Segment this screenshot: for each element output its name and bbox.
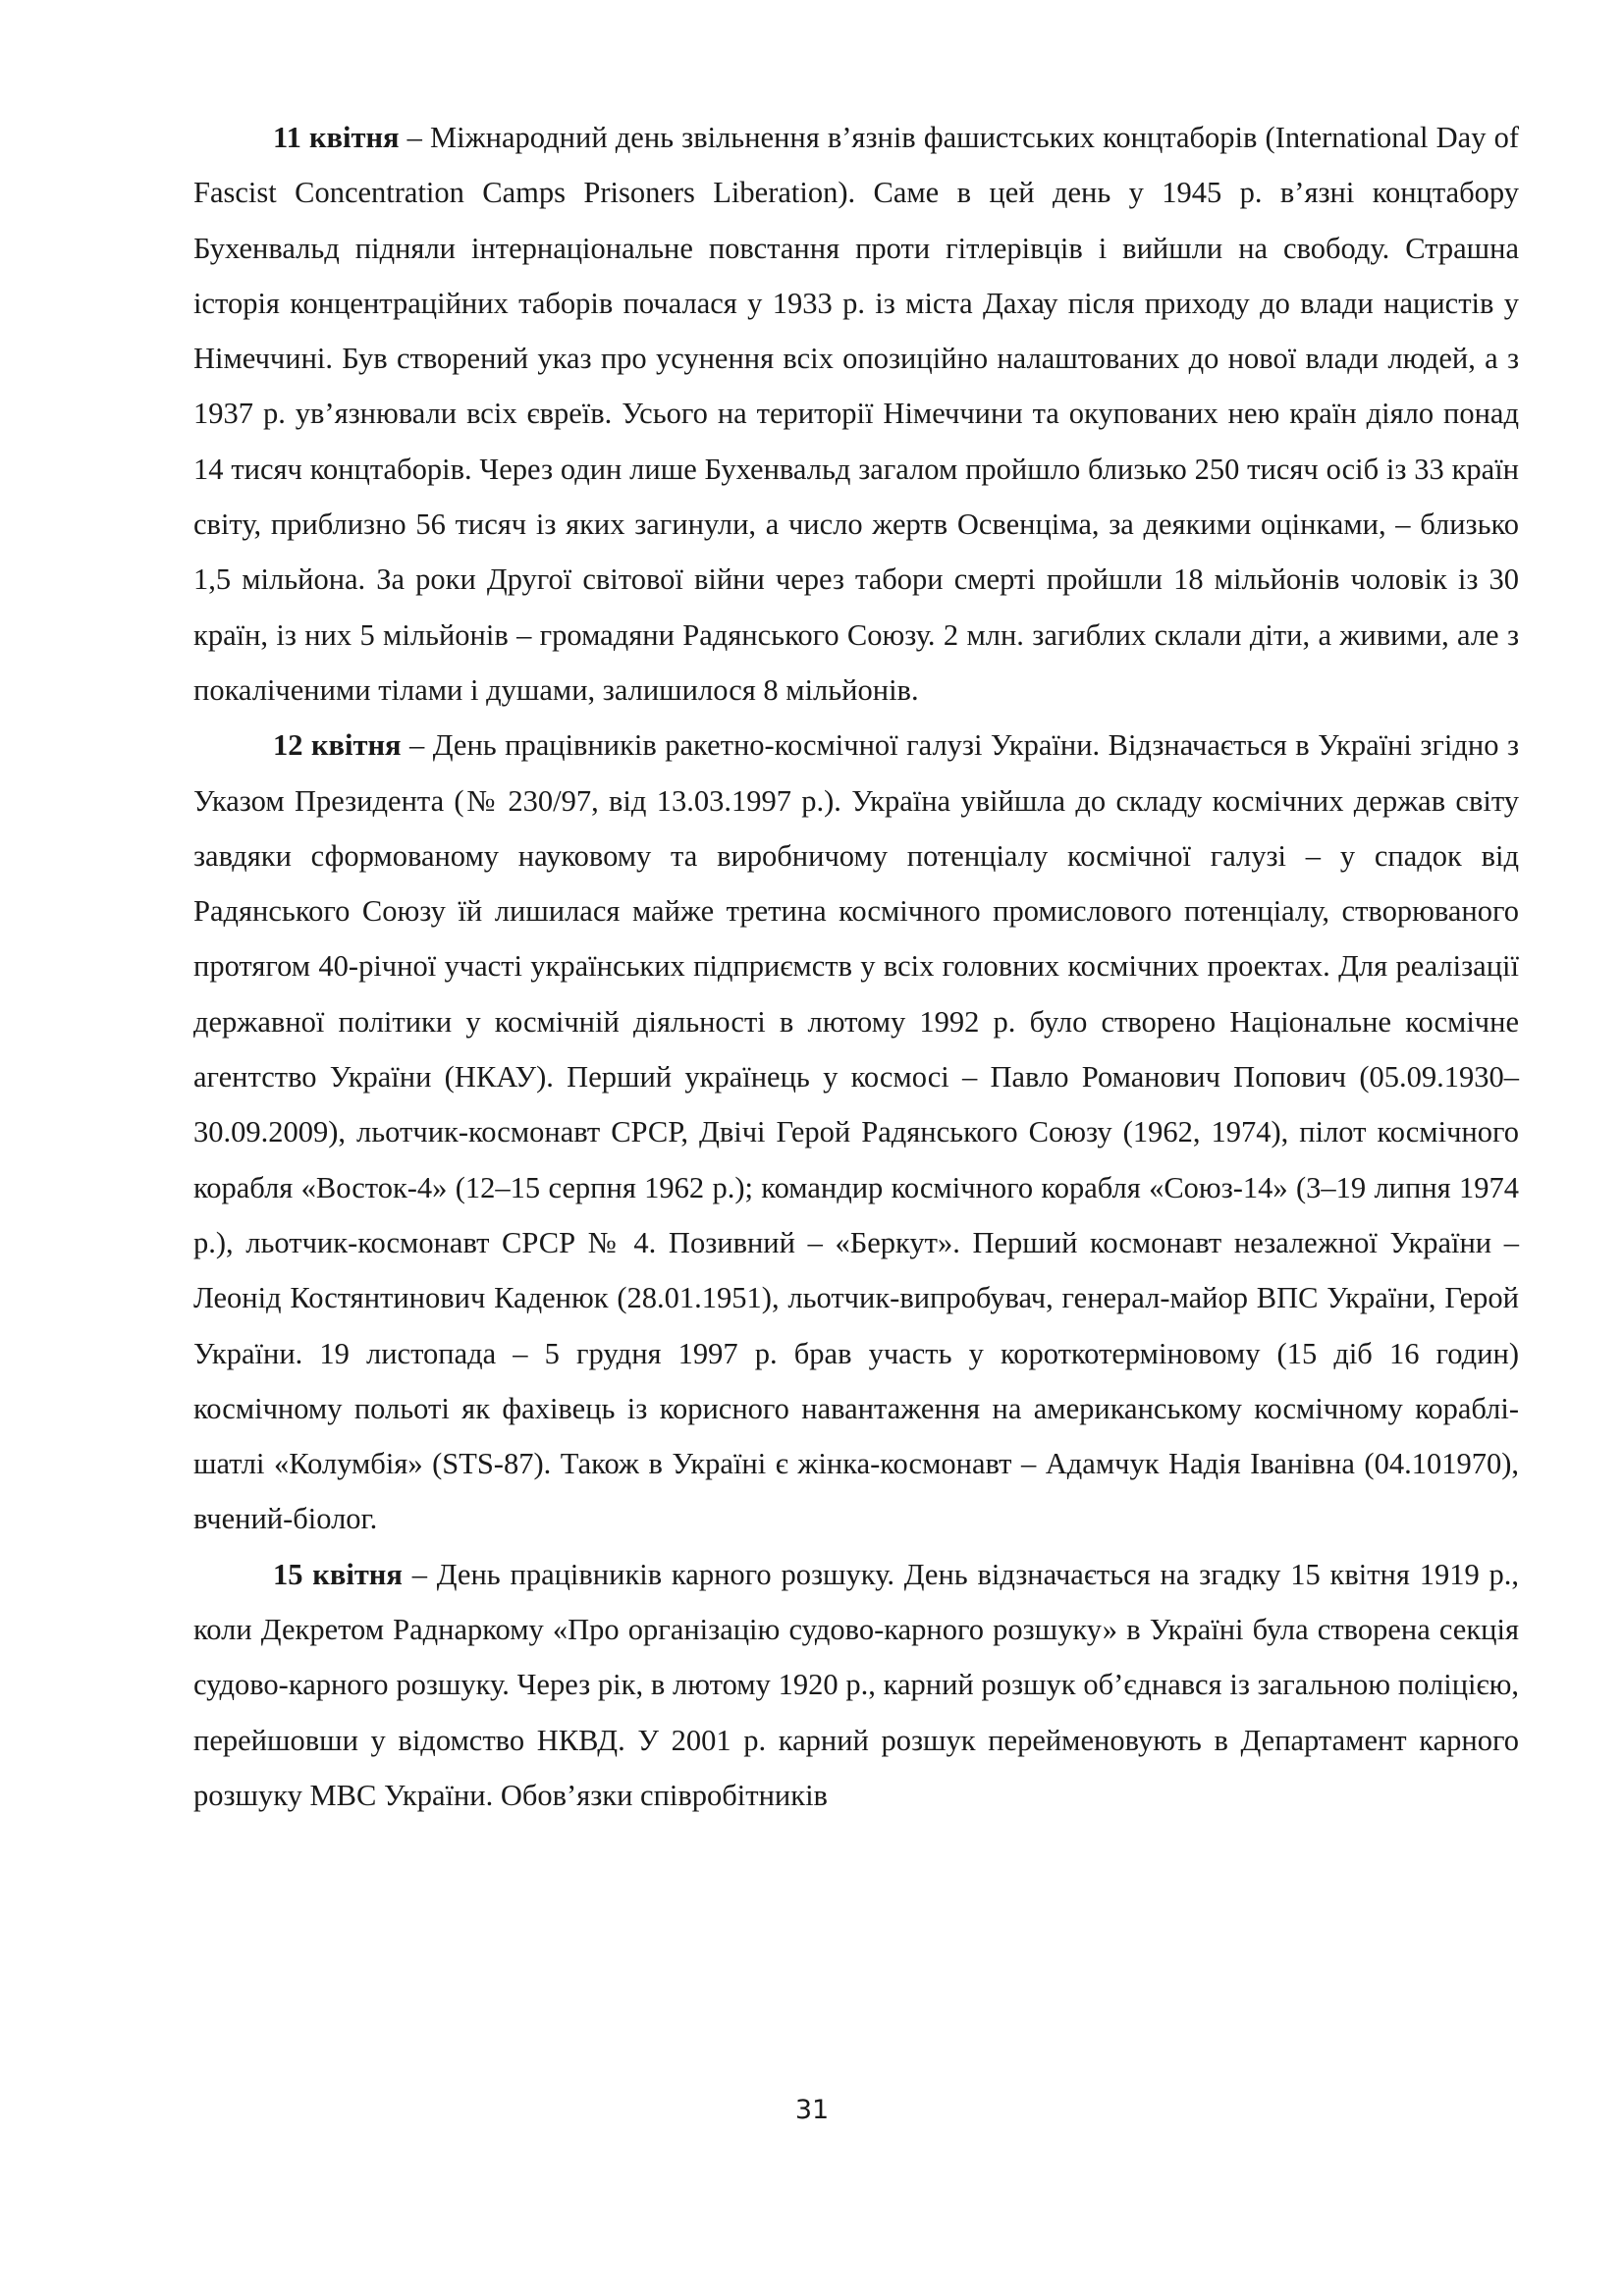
document-page <box>193 110 1519 1823</box>
date-heading: 15 квітня <box>273 1557 403 1591</box>
date-heading: 12 квітня <box>273 728 402 763</box>
paragraph-april-15 <box>193 1547 1519 1823</box>
paragraph-april-11 <box>193 110 1519 718</box>
page-number: 31 <box>794 2095 830 2125</box>
date-heading: 11 квітня <box>273 121 400 154</box>
paragraph-april-12 <box>193 718 1519 1546</box>
paragraph-text: – День працівників ракетно-космічної галузі України. Відзначається в Україні згідно з Указом Президента (№ 230/97, від 13.03.1997 р.). Україна увійшла до складу космічних держав світу завдяки сформованому науковому та виробничому потенціалу космічної галузі – у спадок від Радянського Союзу їй лишилася майже третина космічного промислового потенціалу, створюваного протягом 40-річної участі українських підприємств у всіх головних космічних проектах. Для реалізації державної політики у космічній діяльності в лютому 1992 р. було створено Національне космічне агентство України (НКАУ). Перший українець у космосі – Павло Романович Попович (05.09.1930–30.09.2009), льотчик-космонавт СРСР, Двічі Герой Радянського Союзу (1962, 1974), пілот космічного корабля «Восток-4» (12–15 серпня 1962 р.); командир космічного корабля «Союз-14» (3–19 липня 1974 р.), льотчик-космонавт СРСР № 4. Позивний – «Беркут». Перший космонавт незалежної України – Леонід Костянтинович Каденюк (28.01.1951), льотчик-випробувач, генерал-майор ВПС України, Герой України. 19 листопада – 5 грудня 1997 р. брав участь у короткотерміновому (15 діб 16 годин) космічному польоті як фахівець із корисного навантаження на американському космічному кораблі-шатлі «Колумбія» (STS-87). Також в Україні є жінка-космонавт – Адамчук Надія Іванівна (04.101970), вчений-біолог. <box>193 728 1520 1536</box>
paragraph-text: – День працівників карного розшуку. День відзначається на згадку 15 квітня 1919 р., коли Декретом Раднаркому «Про організацію судово-карного розшуку» в Україні була створена секція судово-карного розшуку. Через рік, в лютому 1920 р., карний розшук об’єднався із загальною поліцією, перейшовши у відомство НКВД. У 2001 р. карний розшук перейменовують в Департамент карного розшуку МВС України. Обов’язки співробітників <box>193 1557 1520 1812</box>
paragraph-text: – Міжнародний день звільнення в’язнів фашистських концтаборів (International Day of Fascist Concentration Camps Prisoners Liberation). Саме в цей день у 1945 р. в’язні концтабору Бухенвальд підняли інтернаціональне повстання проти гітлерівців і вийшли на свободу. Страшна історія концентраційних таборів почалася у 1933 р. із міста Дахау після приходу до влади нацистів у Німеччині. Був створений указ про усунення всіх опозиційно налаштованих до нової влади людей, а з 1937 р. ув’язнювали всіх євреїв. Усього на території Німеччини та окупованих нею країн діяло понад 14 тисяч концтаборів. Через один лише Бухенвальд загалом пройшло близько 250 тисяч осіб із 33 країн світу, приблизно 56 тисяч із яких загинули, а число жертв Освенціма, за деякими оцінками, – близько 1,5 мільйона. За роки Другої світової війни через табори смерті пройшли 18 мільйонів чоловік із 30 країн, із них 5 мільйонів – громадяни Радянського Союзу. 2 млн. загиблих склали діти, а живими, але з покаліченими тілами і душами, залишилося 8 мільйонів. <box>193 121 1519 707</box>
